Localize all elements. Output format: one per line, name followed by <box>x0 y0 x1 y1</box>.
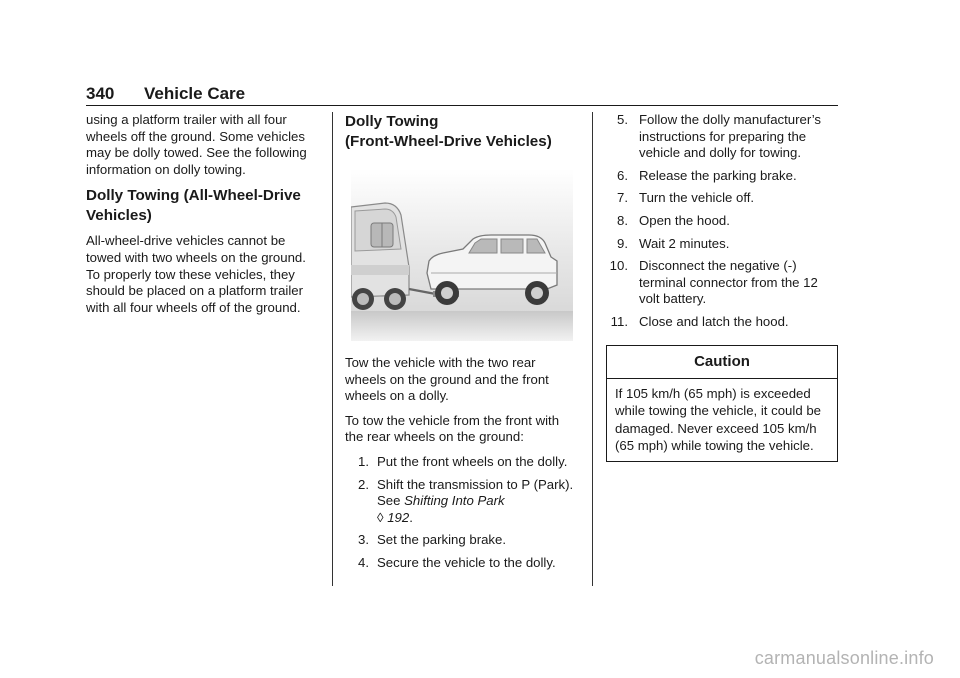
tow-vehicle-dolly-image <box>351 169 573 341</box>
cross-reference-link[interactable]: Shifting Into Park <box>404 493 505 509</box>
cross-reference-page[interactable]: 192 <box>387 509 410 525</box>
list-item: 11. Close and latch the hood. <box>610 313 789 329</box>
header-rule <box>86 105 838 106</box>
steps-list-1 <box>345 454 577 572</box>
list-item: 1. Put the front wheels on the dolly. <box>358 453 568 469</box>
list-item: 2. Shift the transmission to P (Park). See Shifting Into Park ◊ 192. <box>358 476 574 525</box>
caution-title: Caution <box>607 346 837 379</box>
intro-paragraph: using a platform trailer with all four wheels off the ground. Some vehicles may be dolly towed. See the following information on dolly towing. <box>86 112 307 177</box>
dolly-towing-illustration <box>351 169 573 341</box>
column-left <box>86 112 318 324</box>
list-item: 10. Disconnect the negative (-) terminal connector from the 12 volt battery. <box>609 258 818 307</box>
steps-list-2 <box>606 112 838 331</box>
section-title: Vehicle Care <box>144 84 246 103</box>
watermark: carmanualsonline.info <box>754 648 934 668</box>
page-reference-icon: ◊ <box>377 509 384 525</box>
fwd-paragraph-1: Tow the vehicle with the two rear wheels on the ground and the front wheels on a dolly. <box>345 355 549 404</box>
fwd-heading: Dolly Towing (Front-Wheel-Drive Vehicles) <box>345 113 552 150</box>
column-divider <box>592 112 593 586</box>
column-divider <box>332 112 333 586</box>
column-middle <box>345 112 577 578</box>
column-right <box>606 112 838 462</box>
list-item: 4. Secure the vehicle to the dolly. <box>358 554 556 570</box>
list-item: 5. Follow the dolly manufacturer’s instructions for preparing the vehicle and dolly for towing. <box>617 112 822 161</box>
list-item: 9. Wait 2 minutes. <box>617 235 730 251</box>
list-item: 6. Release the parking brake. <box>617 167 797 183</box>
caution-text: If 105 km/h (65 mph) is exceeded while towing the vehicle, it could be damaged. Never exceed 105 km/h (65 mph) while towing the vehicle. <box>615 385 821 454</box>
page-header <box>86 84 838 104</box>
list-item: 7. Turn the vehicle off. <box>617 190 755 206</box>
fwd-paragraph-2: To tow the vehicle from the front with the rear wheels on the ground: <box>345 412 560 445</box>
list-item: 8. Open the hood. <box>617 212 730 228</box>
awd-heading: Dolly Towing (All-Wheel-Drive Vehicles) <box>86 187 301 224</box>
caution-box <box>606 345 838 462</box>
awd-paragraph: All-wheel-drive vehicles cannot be towed with two wheels on the ground. To properly tow these vehicles, they should be placed on a platform trailer with all four wheels off of the ground. <box>86 233 306 315</box>
list-item: 3. Set the parking brake. <box>358 532 507 548</box>
page-number: 340 <box>86 84 115 103</box>
